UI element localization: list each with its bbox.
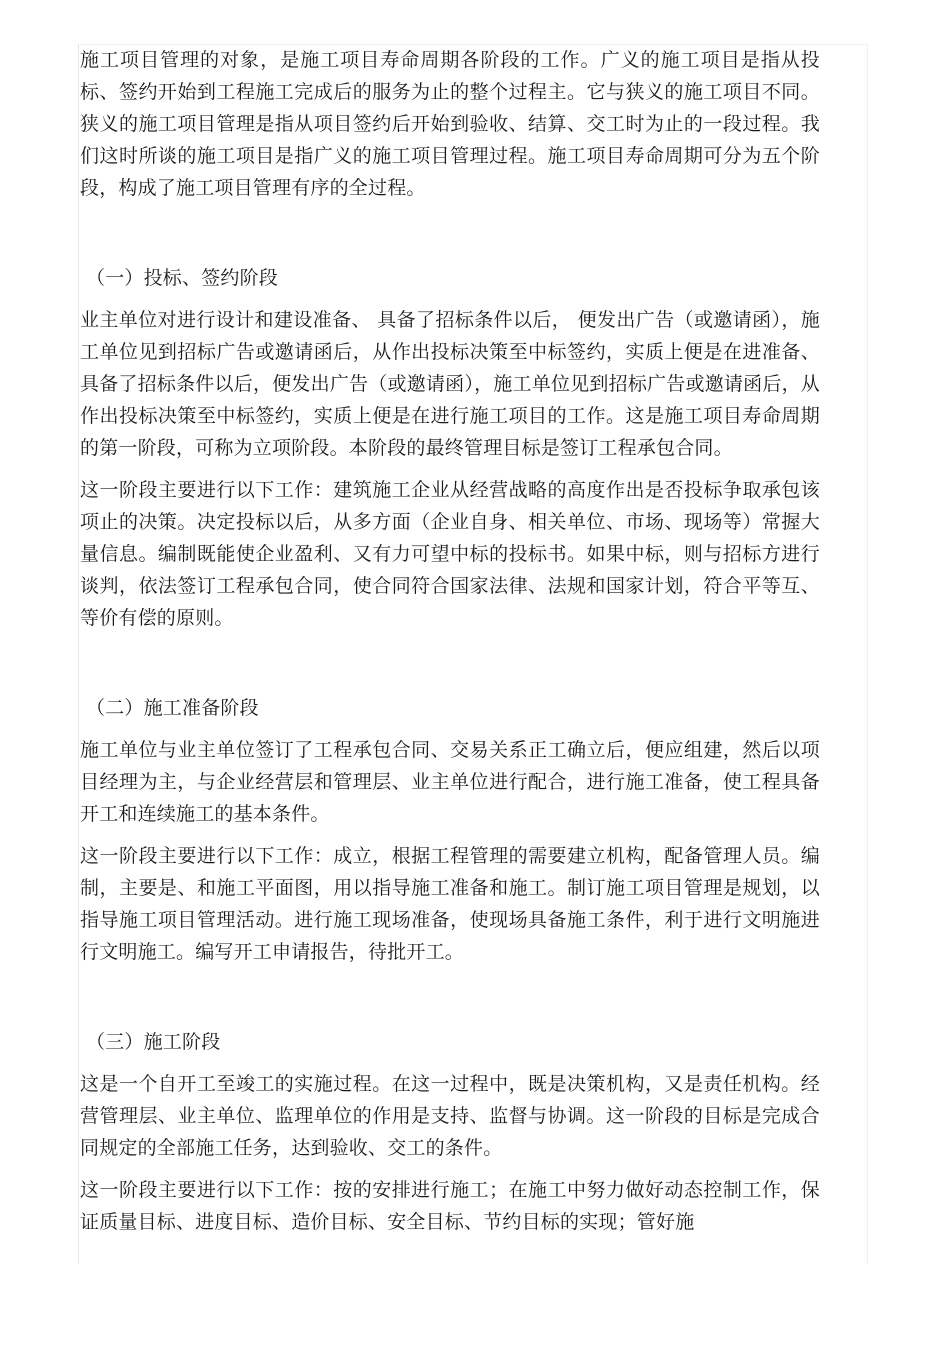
section-heading-preparation: （二）施工准备阶段	[86, 697, 259, 719]
section-heading-bidding: （一）投标、签约阶段	[86, 267, 279, 289]
paragraph: 业主单位对进行设计和建设准备、 具备了招标条件以后， 便发出广告（或邀请函），施工单位见到招标广告或邀请函后，从作出投标决策至中标签约，实质上便是在进准备、具备了招标条件以后，便发出广告（或邀请函），施工单位见到招标广告或邀请函后，从作出投标决策至中标签约，实质上便是在进行施工项目的工作。这是施工项目寿命周期的第一阶段，可称为立项阶段。本阶段的最终管理目标是签订工程承包合同。	[80, 309, 820, 459]
paragraph: 这一阶段主要进行以下工作：成立，根据工程管理的需要建立机构，配备管理人员。编制，主要是、和施工平面图，用以指导施工准备和施工。制订施工项目管理是规划，以指导施工项目管理活动。进行施工现场准备，使现场具备施工条件，利于进行文明施进行文明施工。编写开工申请报告，待批开工。	[80, 845, 820, 963]
section-preparation	[80, 692, 820, 968]
section-construction	[80, 1026, 820, 1238]
section-heading-construction: （三）施工阶段	[86, 1031, 221, 1053]
section-bidding	[80, 262, 820, 634]
intro-paragraph: 施工项目管理的对象，是施工项目寿命周期各阶段的工作。广义的施工项目是指从投标、签约开始到工程施工完成后的服务为止的整个过程主。它与狭义的施工项目不同。狭义的施工项目管理是指从项目签约后开始到验收、结算、交工时为止的一段过程。我们这时所谈的施工项目是指广义的施工项目管理过程。施工项目寿命周期可分为五个阶段，构成了施工项目管理有序的全过程。	[80, 49, 820, 199]
paragraph: 这是一个自开工至竣工的实施过程。在这一过程中，既是决策机构，又是责任机构。经营管理层、业主单位、监理单位的作用是支持、监督与协调。这一阶段的目标是完成合同规定的全部施工任务，达到验收、交工的条件。	[80, 1073, 820, 1159]
paragraph: 这一阶段主要进行以下工作：建筑施工企业从经营战略的高度作出是否投标争取承包该项止的决策。决定投标以后，从多方面（企业自身、相关单位、市场、现场等）常握大量信息。编制既能使企业盈利、又有力可望中标的投标书。如果中标，则与招标方进行谈判，依法签订工程承包合同，使合同符合国家法律、法规和国家计划，符合平等互、等价有偿的原则。	[80, 479, 820, 629]
paragraph: 施工单位与业主单位签订了工程承包合同、交易关系正工确立后，便应组建，然后以项目经理为主，与企业经营层和管理层、业主单位进行配合，进行施工准备，使工程具备开工和连续施工的基本条件。	[80, 739, 820, 825]
document-body	[80, 44, 820, 1238]
paragraph: 这一阶段主要进行以下工作：按的安排进行施工；在施工中努力做好动态控制工作，保证质量目标、进度目标、造价目标、安全目标、节约目标的实现；管好施	[80, 1179, 820, 1233]
